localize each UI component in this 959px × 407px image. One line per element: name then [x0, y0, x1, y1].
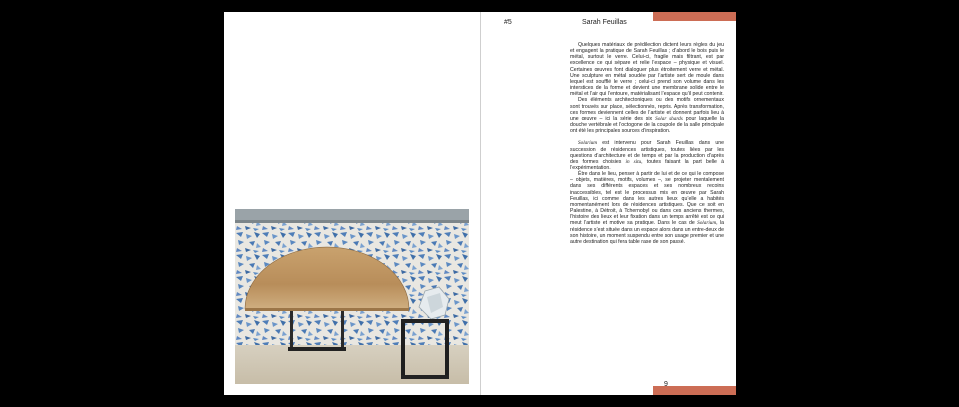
accent-band-top	[653, 12, 736, 21]
left-page	[224, 12, 480, 395]
paragraph: Des éléments architectoniques ou des motifs ornementaux sont trouvés sur place, sélectionnés, repris. Après transformation, ces formes deviennent celles de l’artiste et donnent parfois lieu à une œuvre – ici la série des six Solar shards pour laquelle la douche vertébrale et l’octogone de la coupole de la salle principale ont été les principales sources d’inspiration.	[570, 97, 724, 135]
issue-number: #5	[504, 19, 512, 26]
paragraph: Solarium est intervenu pour Sarah Feuillas dans une succession de résidences artistiques, toutes liées par les questions d’architecture et de temps et par la production d’après des formes choisies in situ, toutes faisant la part belle à l’expérimentation.	[570, 140, 724, 171]
page-number: 9	[664, 381, 668, 388]
paragraph: Quelques matériaux de prédilection dictent leurs règles du jeu et engagent la pratique de Sarah Feuillas ; d’abord le bois puis le métal, surtout le verre. Celui-ci, fragile mais filtrant, est par excellence ce qui sépare et relie l’espace – physique et visuel. Certaines œuvres font dialoguer plus étroitement verre et métal. Une sculpture en métal soudée par l’artiste sert de moule dans lequel est soufflé le verre ; celui-ci prend son volume dans les interstices de la forme et devient une membrane solide entre le métal et l’air qui l’entoure, matérialisant l’espace qu’il peut contenir.	[570, 42, 724, 98]
right-page	[481, 12, 736, 395]
artist-name: Sarah Feuillas	[582, 19, 627, 26]
artwork-photo	[235, 209, 469, 384]
paragraph: Être dans le lieu, penser à partir de lui et de ce qui le compose – objets, matières, motifs, volumes –, se projeter mentalement dans ses différents espaces et ses nombreux recoins inaccessibles, tel est le processus mis en œuvre par Sarah Feuillas, ici comme dans les autres lieux qu’elle a habités momentanément lors de résidences artistiques. Que ce soit en Palestine, à Détroit, à Tchernobyl ou dans ces anciens thermes, l’histoire des lieux et leur fixation dans un temps arrêté est ce qui meut l’artiste et motive sa pratique. Dans le cas de Solarium, la résidence s’est située dans un espace alors dans un entre-deux de son histoire, un moment suspendu entre son usage premier et une autre destination qui fera table rase de son passé.	[570, 171, 725, 245]
body-text	[570, 42, 724, 245]
